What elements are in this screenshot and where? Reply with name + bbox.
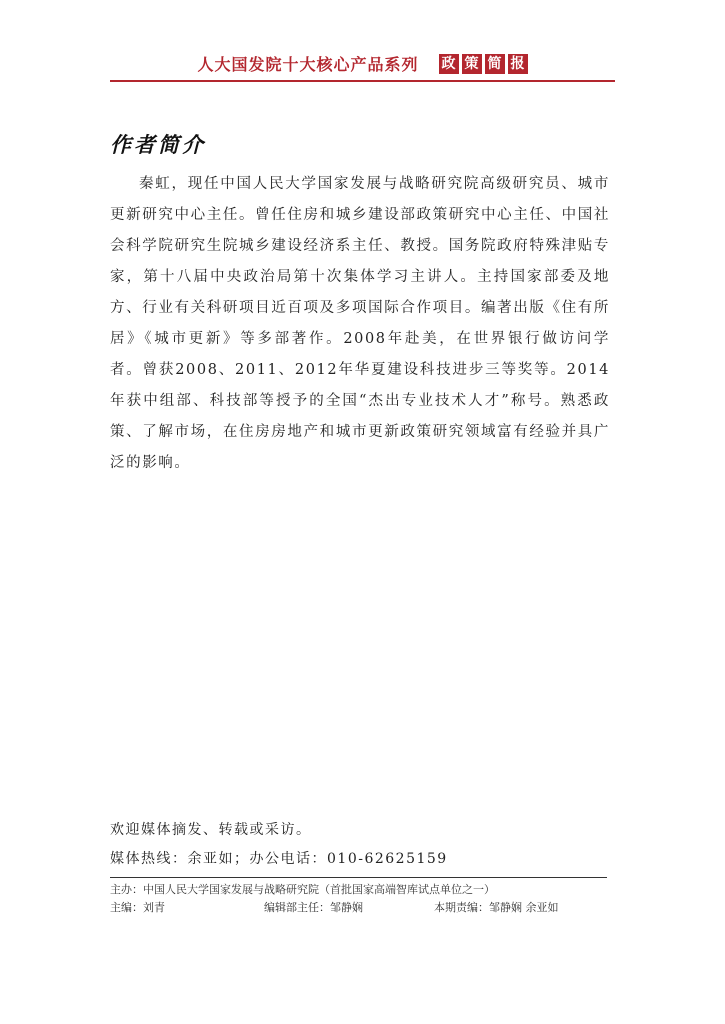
issue-editors: 本期责编：邹静娴 余亚如 xyxy=(434,901,559,914)
header-divider xyxy=(110,80,615,82)
contact-block xyxy=(110,816,610,874)
footer-host: 主办：中国人民大学国家发展与战略研究院（首批国家高端智库试点单位之一） xyxy=(110,883,495,896)
footer xyxy=(110,881,610,917)
section-title: 作者简介 xyxy=(110,132,206,157)
page-header xyxy=(110,52,615,78)
editorial-director: 编辑部主任：邹静娴 xyxy=(264,901,363,914)
chief-editor: 主编：刘青 xyxy=(110,901,165,914)
media-hotline: 媒体热线：余亚如；办公电话：010-62625159 xyxy=(110,851,448,867)
policy-brief-char: 简 xyxy=(485,54,505,74)
author-bio: 秦虹，现任中国人民大学国家发展与战略研究院高级研究员、城市更新研究中心主任。曾任住房和城乡建设部政策研究中心主任、中国社会科学院研究生院城乡建设经济系主任、教授。国务院政府特殊津贴专家，第十八届中央政治局第十次集体学习主讲人。主持国家部委及地方、行业有关科研项目近百项及多项国际合作项目。编著出版《住有所居》《城市更新》等多部著作。2008年赴美，在世界银行做访问学者。曾获2008、2011、2012年华夏建设科技进步三等奖等。2014年获中组部、科技部等授予的全国“杰出专业技术人才”称号。熟悉政策、了解市场，在住房房地产和城市更新政策研究领域富有经验并具广泛的影响。 xyxy=(110,176,610,471)
policy-brief-char: 报 xyxy=(508,54,528,74)
policy-brief-char: 策 xyxy=(462,54,482,74)
policy-brief-char: 政 xyxy=(439,54,459,74)
footer-divider xyxy=(110,877,607,878)
series-title: 人大国发院十大核心产品系列 xyxy=(197,55,419,74)
media-welcome-text: 欢迎媒体摘发、转载或采访。 xyxy=(110,822,312,838)
footer-editors-row xyxy=(110,899,610,917)
policy-brief-label xyxy=(436,53,528,74)
